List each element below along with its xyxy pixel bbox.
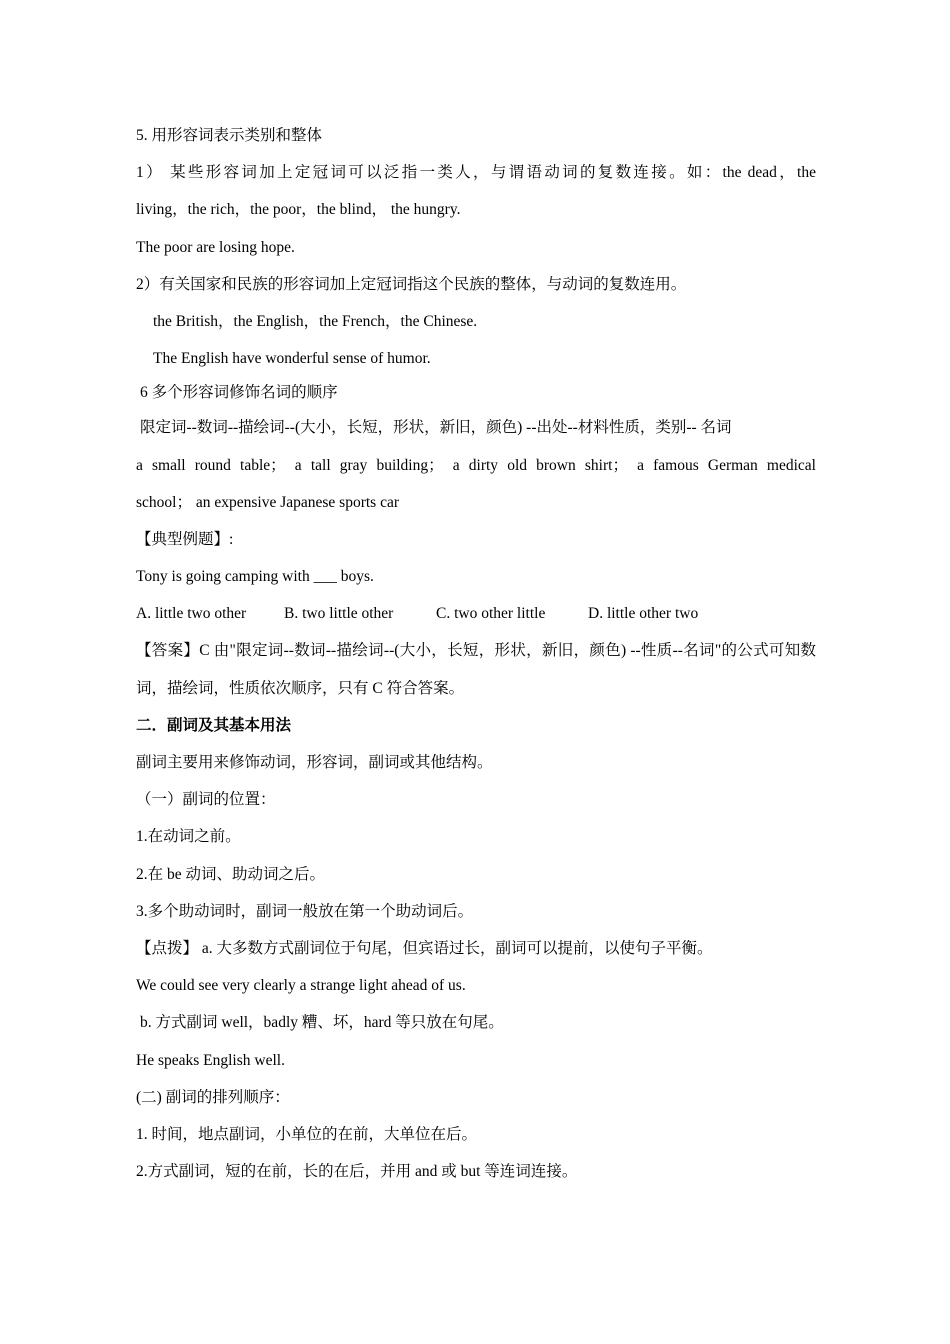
paragraph-line: living，the rich，the poor，the blind， the hungry.: [136, 201, 461, 219]
option-c: C. two other little: [436, 605, 546, 623]
list-item: 3.多个助动词时，副词一般放在第一个助动词后。: [136, 902, 474, 920]
answer-explanation: 词，描绘词，性质依次顺序，只有 C 符合答案。: [136, 679, 465, 697]
paragraph-line: 2）有关国家和民族的形容词加上定冠词指这个民族的整体，与动词的复数连用。: [136, 275, 687, 293]
list-item: 1. 时间，地点副词，小单位的在前，大单位在后。: [136, 1125, 478, 1143]
tip-note: b. 方式副词 well，badly 糟、坏，hard 等只放在句尾。: [140, 1014, 504, 1032]
option-b: B. two little other: [284, 605, 394, 623]
example-list: a small round table； a tall gray building； a dirty old brown shirt； a famous German medical: [136, 456, 816, 474]
section-heading-adjective-order: 6 多个形容词修饰名词的顺序: [140, 384, 338, 402]
section-heading-adverb: 二．副词及其基本用法: [136, 716, 292, 734]
example-list: school； an expensive Japanese sports car: [136, 493, 399, 511]
subsection-heading-order: (二) 副词的排列顺序：: [136, 1088, 290, 1106]
option-a: A. little two other: [136, 605, 247, 623]
example-list: the British，the English，the French，the Chinese.: [153, 312, 478, 330]
paragraph-line: 1） 某些形容词加上定冠词可以泛指一类人，与谓语动词的复数连接。如：the dead，the: [136, 164, 816, 182]
example-sentence: We could see very clearly a strange light ahead of us.: [136, 977, 466, 995]
answer-explanation: 【答案】C 由"限定词--数词--描绘词--(大小，长短，形状，新旧，颜色) --性质--名词"的公式可知数: [136, 642, 816, 660]
list-item: 2.在 be 动词、助动词之后。: [136, 865, 326, 883]
list-item: 2.方式副词，短的在前，长的在后，并用 and 或 but 等连词连接。: [136, 1163, 578, 1181]
paragraph-line: 副词主要用来修饰动词，形容词，副词或其他结构。: [136, 754, 493, 771]
question-text: Tony is going camping with ___ boys.: [136, 568, 374, 586]
subsection-heading-position: （一）副词的位置：: [136, 791, 276, 809]
list-item: 1.在动词之前。: [136, 828, 241, 846]
section-heading-adjective-class: 5. 用形容词表示类别和整体: [136, 127, 323, 144]
example-sentence: He speaks English well.: [136, 1051, 285, 1069]
example-sentence: The English have wonderful sense of humor.: [153, 350, 431, 368]
tip-note: 【点拨】 a. 大多数方式副词位于句尾，但宾语过长，副词可以提前，以使句子平衡。: [136, 939, 713, 957]
typical-example-label: 【典型例题】:: [136, 530, 234, 548]
answer-options: [136, 595, 816, 632]
example-sentence: The poor are losing hope.: [136, 238, 295, 256]
option-d: D. little other two: [588, 605, 699, 623]
document-page: [136, 117, 816, 1190]
order-formula: 限定词--数词--描绘词--(大小，长短，形状，新旧，颜色) --出处--材料性质，类别-- 名词: [140, 419, 732, 437]
